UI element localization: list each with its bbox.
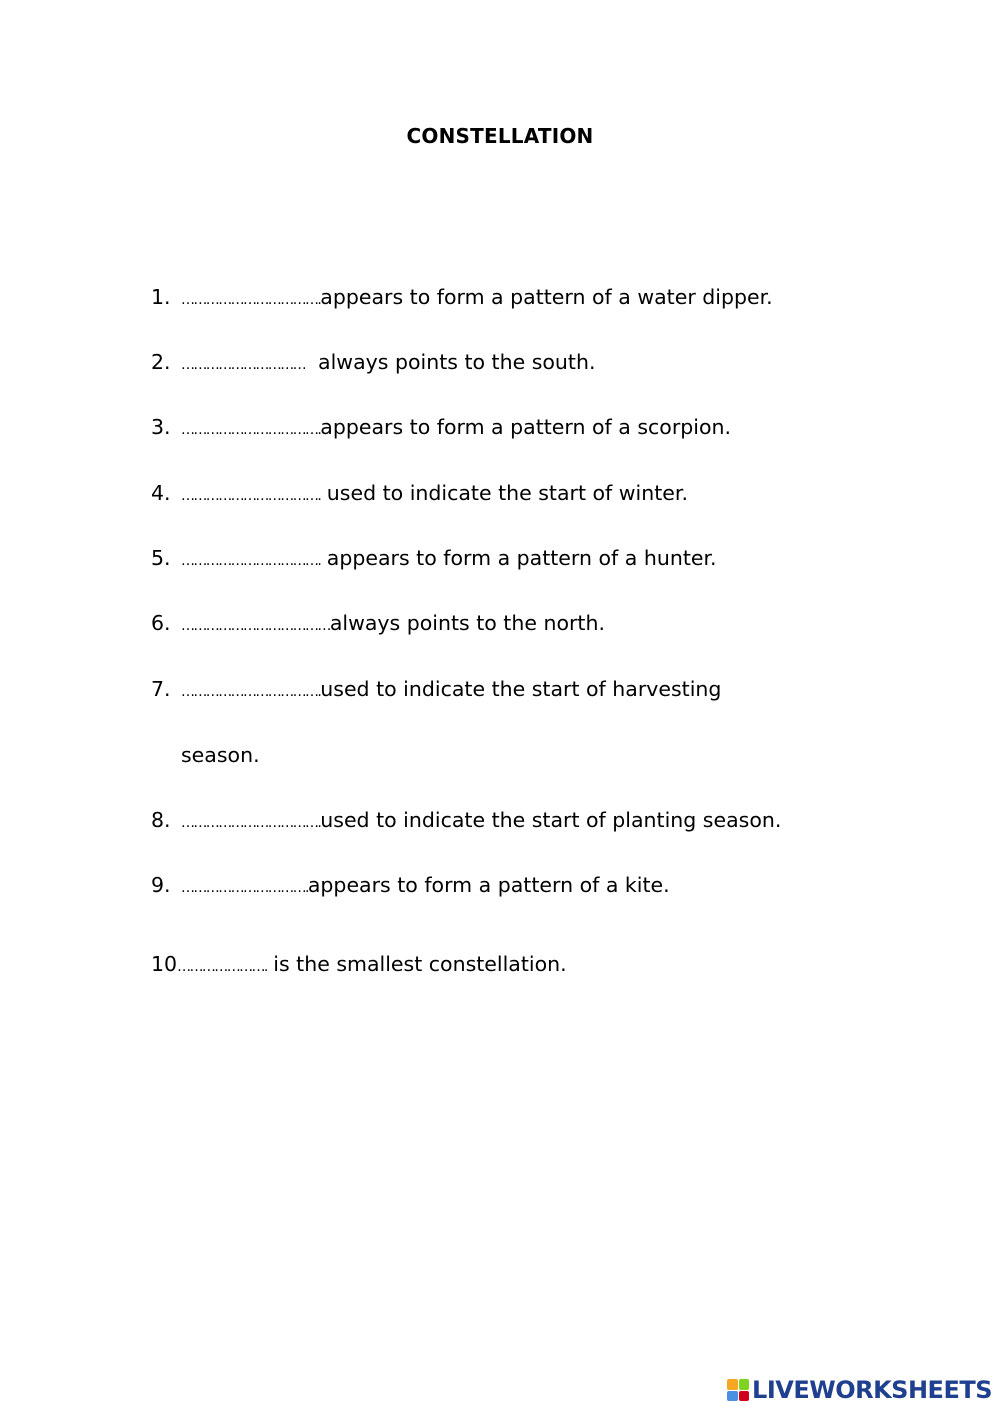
question-text: appears to form a pattern of a kite. bbox=[307, 873, 670, 897]
question-text: appears to form a pattern of a water dipper. bbox=[320, 285, 773, 309]
question-3 bbox=[151, 414, 731, 443]
question-text: always points to the north. bbox=[329, 611, 605, 635]
answer-blank[interactable]: ……………………………. bbox=[181, 292, 321, 308]
question-number: 1. bbox=[151, 285, 171, 309]
question-number: 2. bbox=[151, 350, 171, 374]
answer-blank[interactable]: ……………………………. bbox=[181, 553, 321, 569]
question-number: 7. bbox=[151, 677, 171, 701]
question-number: 6. bbox=[151, 611, 171, 635]
question-number: 10 bbox=[151, 952, 178, 976]
question-text: used to indicate the start of winter. bbox=[320, 481, 688, 505]
question-number: 3. bbox=[151, 415, 171, 439]
question-2 bbox=[151, 349, 595, 378]
logo-tile bbox=[739, 1391, 750, 1402]
answer-blank[interactable]: ………………………… bbox=[181, 357, 306, 373]
logo-mark-icon bbox=[727, 1379, 749, 1401]
question-5 bbox=[151, 545, 717, 574]
logo-tile bbox=[727, 1379, 738, 1390]
question-7-continuation: season. bbox=[181, 743, 260, 767]
question-number: 4. bbox=[151, 481, 171, 505]
question-text: used to indicate the start of harvesting bbox=[320, 677, 722, 701]
question-6 bbox=[151, 610, 605, 639]
question-text: appears to form a pattern of a scorpion. bbox=[320, 415, 732, 439]
question-text: used to indicate the start of planting season. bbox=[320, 808, 782, 832]
question-number: 5. bbox=[151, 546, 171, 570]
worksheet-title: CONSTELLATION bbox=[406, 124, 594, 148]
question-9 bbox=[151, 872, 670, 901]
logo-text: LIVEWORKSHEETS bbox=[752, 1376, 992, 1404]
question-text: is the smallest constellation. bbox=[266, 952, 567, 976]
answer-blank[interactable]: ……………………………. bbox=[181, 488, 321, 504]
liveworksheets-logo bbox=[727, 1375, 992, 1405]
question-number: 8. bbox=[151, 808, 171, 832]
question-4 bbox=[151, 480, 688, 509]
answer-blank[interactable]: …………………. bbox=[177, 959, 267, 975]
question-7 bbox=[151, 676, 721, 705]
question-number: 9. bbox=[151, 873, 171, 897]
answer-blank[interactable]: ……………………………. bbox=[181, 422, 321, 438]
logo-tile bbox=[727, 1391, 738, 1402]
answer-blank[interactable]: …………………………. bbox=[181, 880, 308, 896]
question-1 bbox=[151, 284, 773, 313]
question-8 bbox=[151, 807, 781, 836]
logo-tile bbox=[739, 1379, 750, 1390]
question-10 bbox=[151, 951, 567, 980]
question-text: appears to form a pattern of a hunter. bbox=[320, 546, 717, 570]
answer-blank[interactable]: ……………………………. bbox=[181, 815, 321, 831]
answer-blank[interactable]: ……………………………… bbox=[181, 618, 330, 634]
question-text: always points to the south. bbox=[305, 350, 596, 374]
answer-blank[interactable]: ……………………………. bbox=[181, 684, 321, 700]
